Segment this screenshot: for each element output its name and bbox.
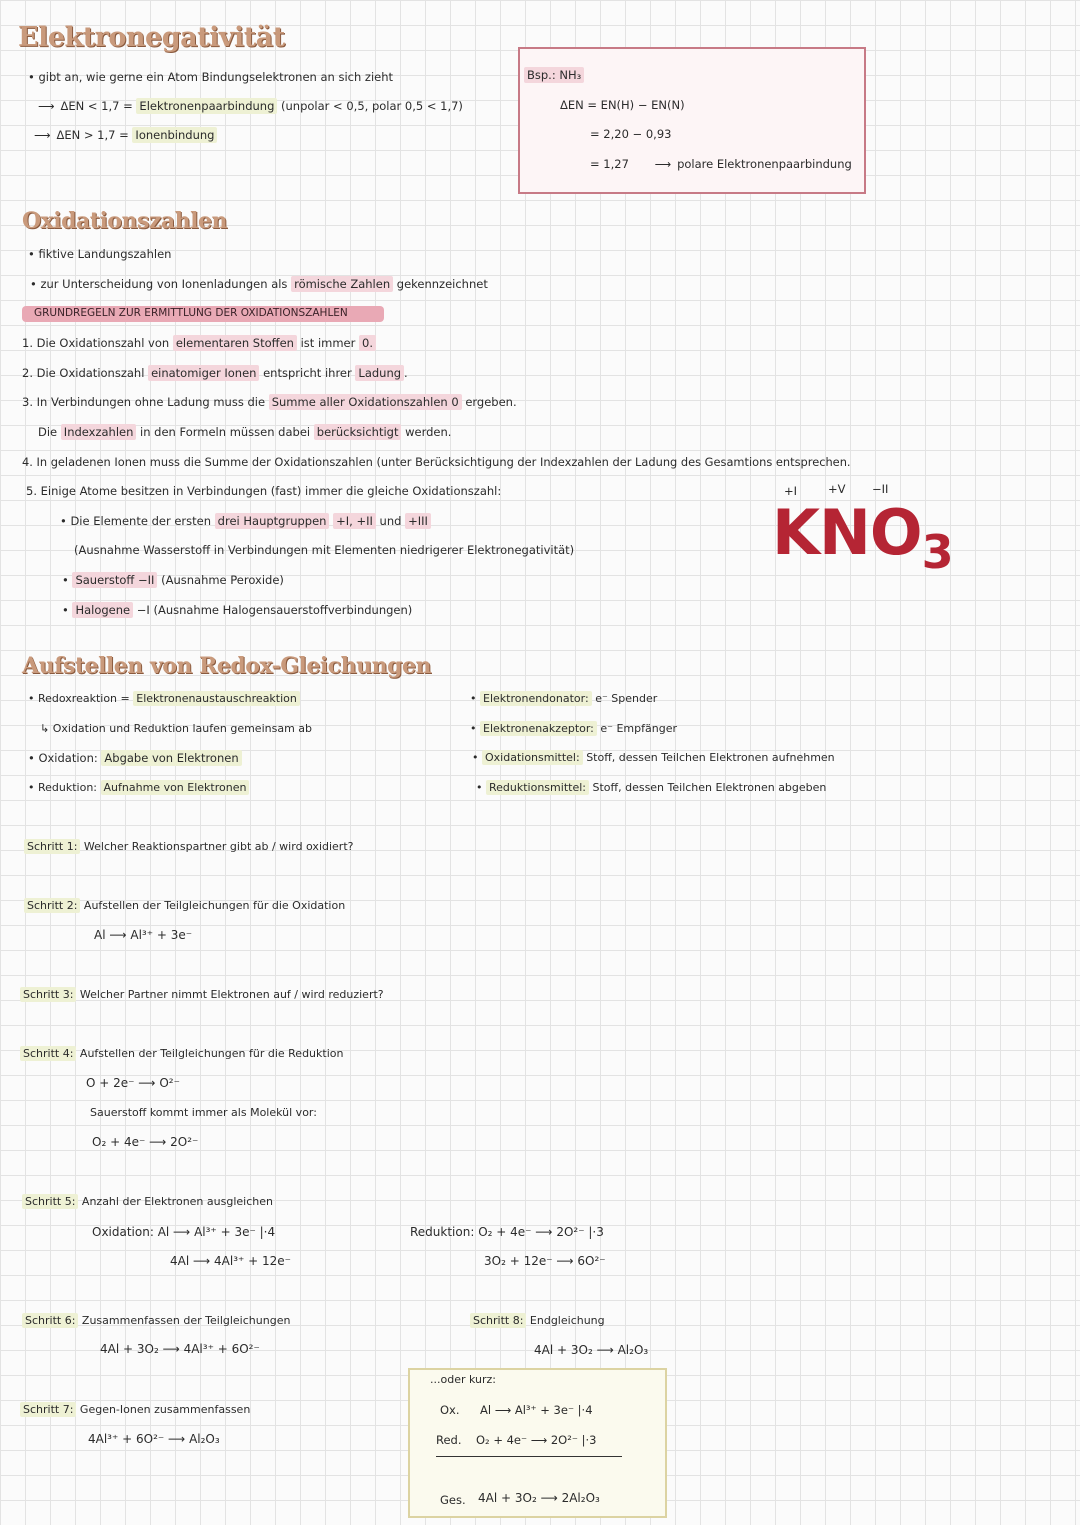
donator: • Elektronendonator: e⁻ Spender (470, 692, 658, 705)
rules-title: GRUNDREGELN ZUR ERMITTLUNG DER OXIDATIONSZAHLEN (34, 307, 348, 319)
step-5: Schritt 5: Anzahl der Elektronen ausgleichen (22, 1195, 273, 1208)
en-definition: • gibt an, wie gerne ein Atom Bindungselektronen an sich zieht (28, 70, 394, 84)
short-ox-label: Ox. (440, 1403, 460, 1417)
rule-5a-note: (Ausnahme Wasserstoff in Verbindungen mit Elementen niedrigerer Elektronegativität) (74, 543, 575, 557)
short-ox: Al ⟶ Al³⁺ + 3e⁻ |·4 (480, 1403, 593, 1417)
short-red-label: Red. (436, 1433, 462, 1447)
rule-1: 1. Die Oxidationszahl von elementaren Stoffen ist immer 0. (22, 336, 376, 350)
step-2: Schritt 2: Aufstellen der Teilgleichungen für die Oxidation (24, 899, 345, 912)
step-6: Schritt 6: Zusammenfassen der Teilgleichungen (22, 1314, 290, 1327)
redox-oxidation: • Oxidation: Abgabe von Elektronen (28, 751, 242, 765)
redox-note: ↳ Oxidation und Reduktion laufen gemeinsam ab (40, 722, 313, 735)
step-4-equation-1: O + 2e⁻ ⟶ O²⁻ (86, 1076, 180, 1090)
step-4-note: Sauerstoff kommt immer als Molekül vor: (90, 1106, 317, 1119)
example-label: Bsp.: NH₃ (524, 68, 584, 82)
kno3-ox-k: +I (784, 484, 798, 498)
section-title-oxidationszahlen: Oxidationszahlen (22, 208, 227, 234)
rule-5c: • Halogene −I (Ausnahme Halogensauerstoffverbindungen) (62, 603, 413, 617)
step-6-equation: 4Al + 3O₂ ⟶ 4Al³⁺ + 6O²⁻ (100, 1342, 260, 1356)
step-1: Schritt 1: Welcher Reaktionspartner gibt ab / wird oxidiert? (24, 840, 353, 853)
short-head: ...oder kurz: (430, 1373, 496, 1386)
short-red: O₂ + 4e⁻ ⟶ 2O²⁻ |·3 (476, 1433, 597, 1447)
step-7: Schritt 7: Gegen-Ionen zusammenfassen (20, 1403, 250, 1416)
step-3: Schritt 3: Welcher Partner nimmt Elektronen auf / wird reduziert? (20, 988, 384, 1001)
redox-reduktion: • Reduktion: Aufnahme von Elektronen (28, 781, 249, 794)
reduktionsmittel: • Reduktionsmittel: Stoff, dessen Teilchen Elektronen abgeben (476, 781, 827, 794)
rule-2: 2. Die Oxidationszahl einatomiger Ionen entspricht ihrer Ladung . (22, 366, 408, 380)
rule-5a: • Die Elemente der ersten drei Hauptgruppen +I, +II und +III (60, 514, 431, 528)
short-divider (436, 1456, 622, 1457)
step-4: Schritt 4: Aufstellen der Teilgleichungen für die Reduktion (20, 1047, 343, 1060)
rule-5: 5. Einige Atome besitzen in Verbindungen (fast) immer die gleiche Oxidationszahl: (26, 484, 502, 498)
rule-4: 4. In geladenen Ionen muss die Summe der Oxidationszahlen (unter Berücksichtigung der Indexzahlen der Ladung des Gesamtions entsprechen. (22, 455, 851, 469)
step-5-reduktion-2: 3O₂ + 12e⁻ ⟶ 6O²⁻ (484, 1254, 606, 1268)
kno3-ox-o: −II (872, 482, 889, 496)
arrow-right-icon: ⟶ (654, 157, 672, 171)
en-line-ion: ⟶ ΔEN > 1,7 = Ionenbindung (34, 128, 217, 142)
oxidationsmittel: • Oxidationsmittel: Stoff, dessen Teilchen Elektronen aufnehmen (472, 751, 835, 764)
step-7-equation: 4Al³⁺ + 6O²⁻ ⟶ Al₂O₃ (88, 1432, 220, 1446)
step-5-reduktion: Reduktion: O₂ + 4e⁻ ⟶ 2O²⁻ |·3 (410, 1225, 604, 1239)
kno3-ox-n: +V (828, 482, 846, 496)
example-line-2: = 2,20 − 0,93 (590, 127, 672, 141)
step-2-equation: Al ⟶ Al³⁺ + 3e⁻ (94, 928, 193, 942)
akzeptor: • Elektronenakzeptor: e⁻ Empfänger (470, 722, 677, 735)
arrow-right-icon: ⟶ (38, 99, 55, 113)
rule-3: 3. In Verbindungen ohne Ladung muss die Summe aller Oxidationszahlen 0 ergeben. (22, 395, 517, 409)
step-5-oxidation-2: 4Al ⟶ 4Al³⁺ + 12e⁻ (170, 1254, 292, 1268)
short-ges: 4Al + 3O₂ ⟶ 2Al₂O₃ (478, 1491, 600, 1505)
en-line-pair: ⟶ ΔEN < 1,7 = Elektronenpaarbindung (unpolar < 0,5, polar 0,5 < 1,7) (38, 99, 463, 113)
step-8-equation: 4Al + 3O₂ ⟶ Al₂O₃ (534, 1343, 649, 1357)
rule-3-note: Die Indexzahlen in den Formeln müssen dabei berücksichtigt werden. (38, 425, 452, 439)
short-ges-label: Ges. (440, 1493, 466, 1507)
ox-bullet-1: • fiktive Landungszahlen (28, 247, 172, 261)
return-arrow-icon: ↳ (40, 722, 50, 735)
redox-definition: • Redoxreaktion = Elektronenaustauschreaktion (28, 692, 300, 705)
section-title-redox: Aufstellen von Redox-Gleichungen (22, 653, 432, 679)
ox-bullet-2: • zur Unterscheidung von Ionenladungen als römische Zahlen gekennzeichnet (30, 277, 488, 291)
arrow-right-icon: ⟶ (34, 128, 51, 142)
step-8: Schritt 8: Endgleichung (470, 1314, 605, 1327)
example-line-1: ΔEN = EN(H) − EN(N) (560, 98, 685, 112)
example-line-3: = 1,27 ⟶ polare Elektronenpaarbindung (590, 157, 852, 171)
kno3-formula: $KNO_3$ (772, 496, 953, 579)
section-title-elektronegativitaet: Elektronegativität (18, 22, 285, 53)
step-5-oxidation: Oxidation: Al ⟶ Al³⁺ + 3e⁻ |·4 (92, 1225, 276, 1239)
step-4-equation-2: O₂ + 4e⁻ ⟶ 2O²⁻ (92, 1135, 199, 1149)
rule-5b: • Sauerstoff −II (Ausnahme Peroxide) (62, 573, 284, 587)
